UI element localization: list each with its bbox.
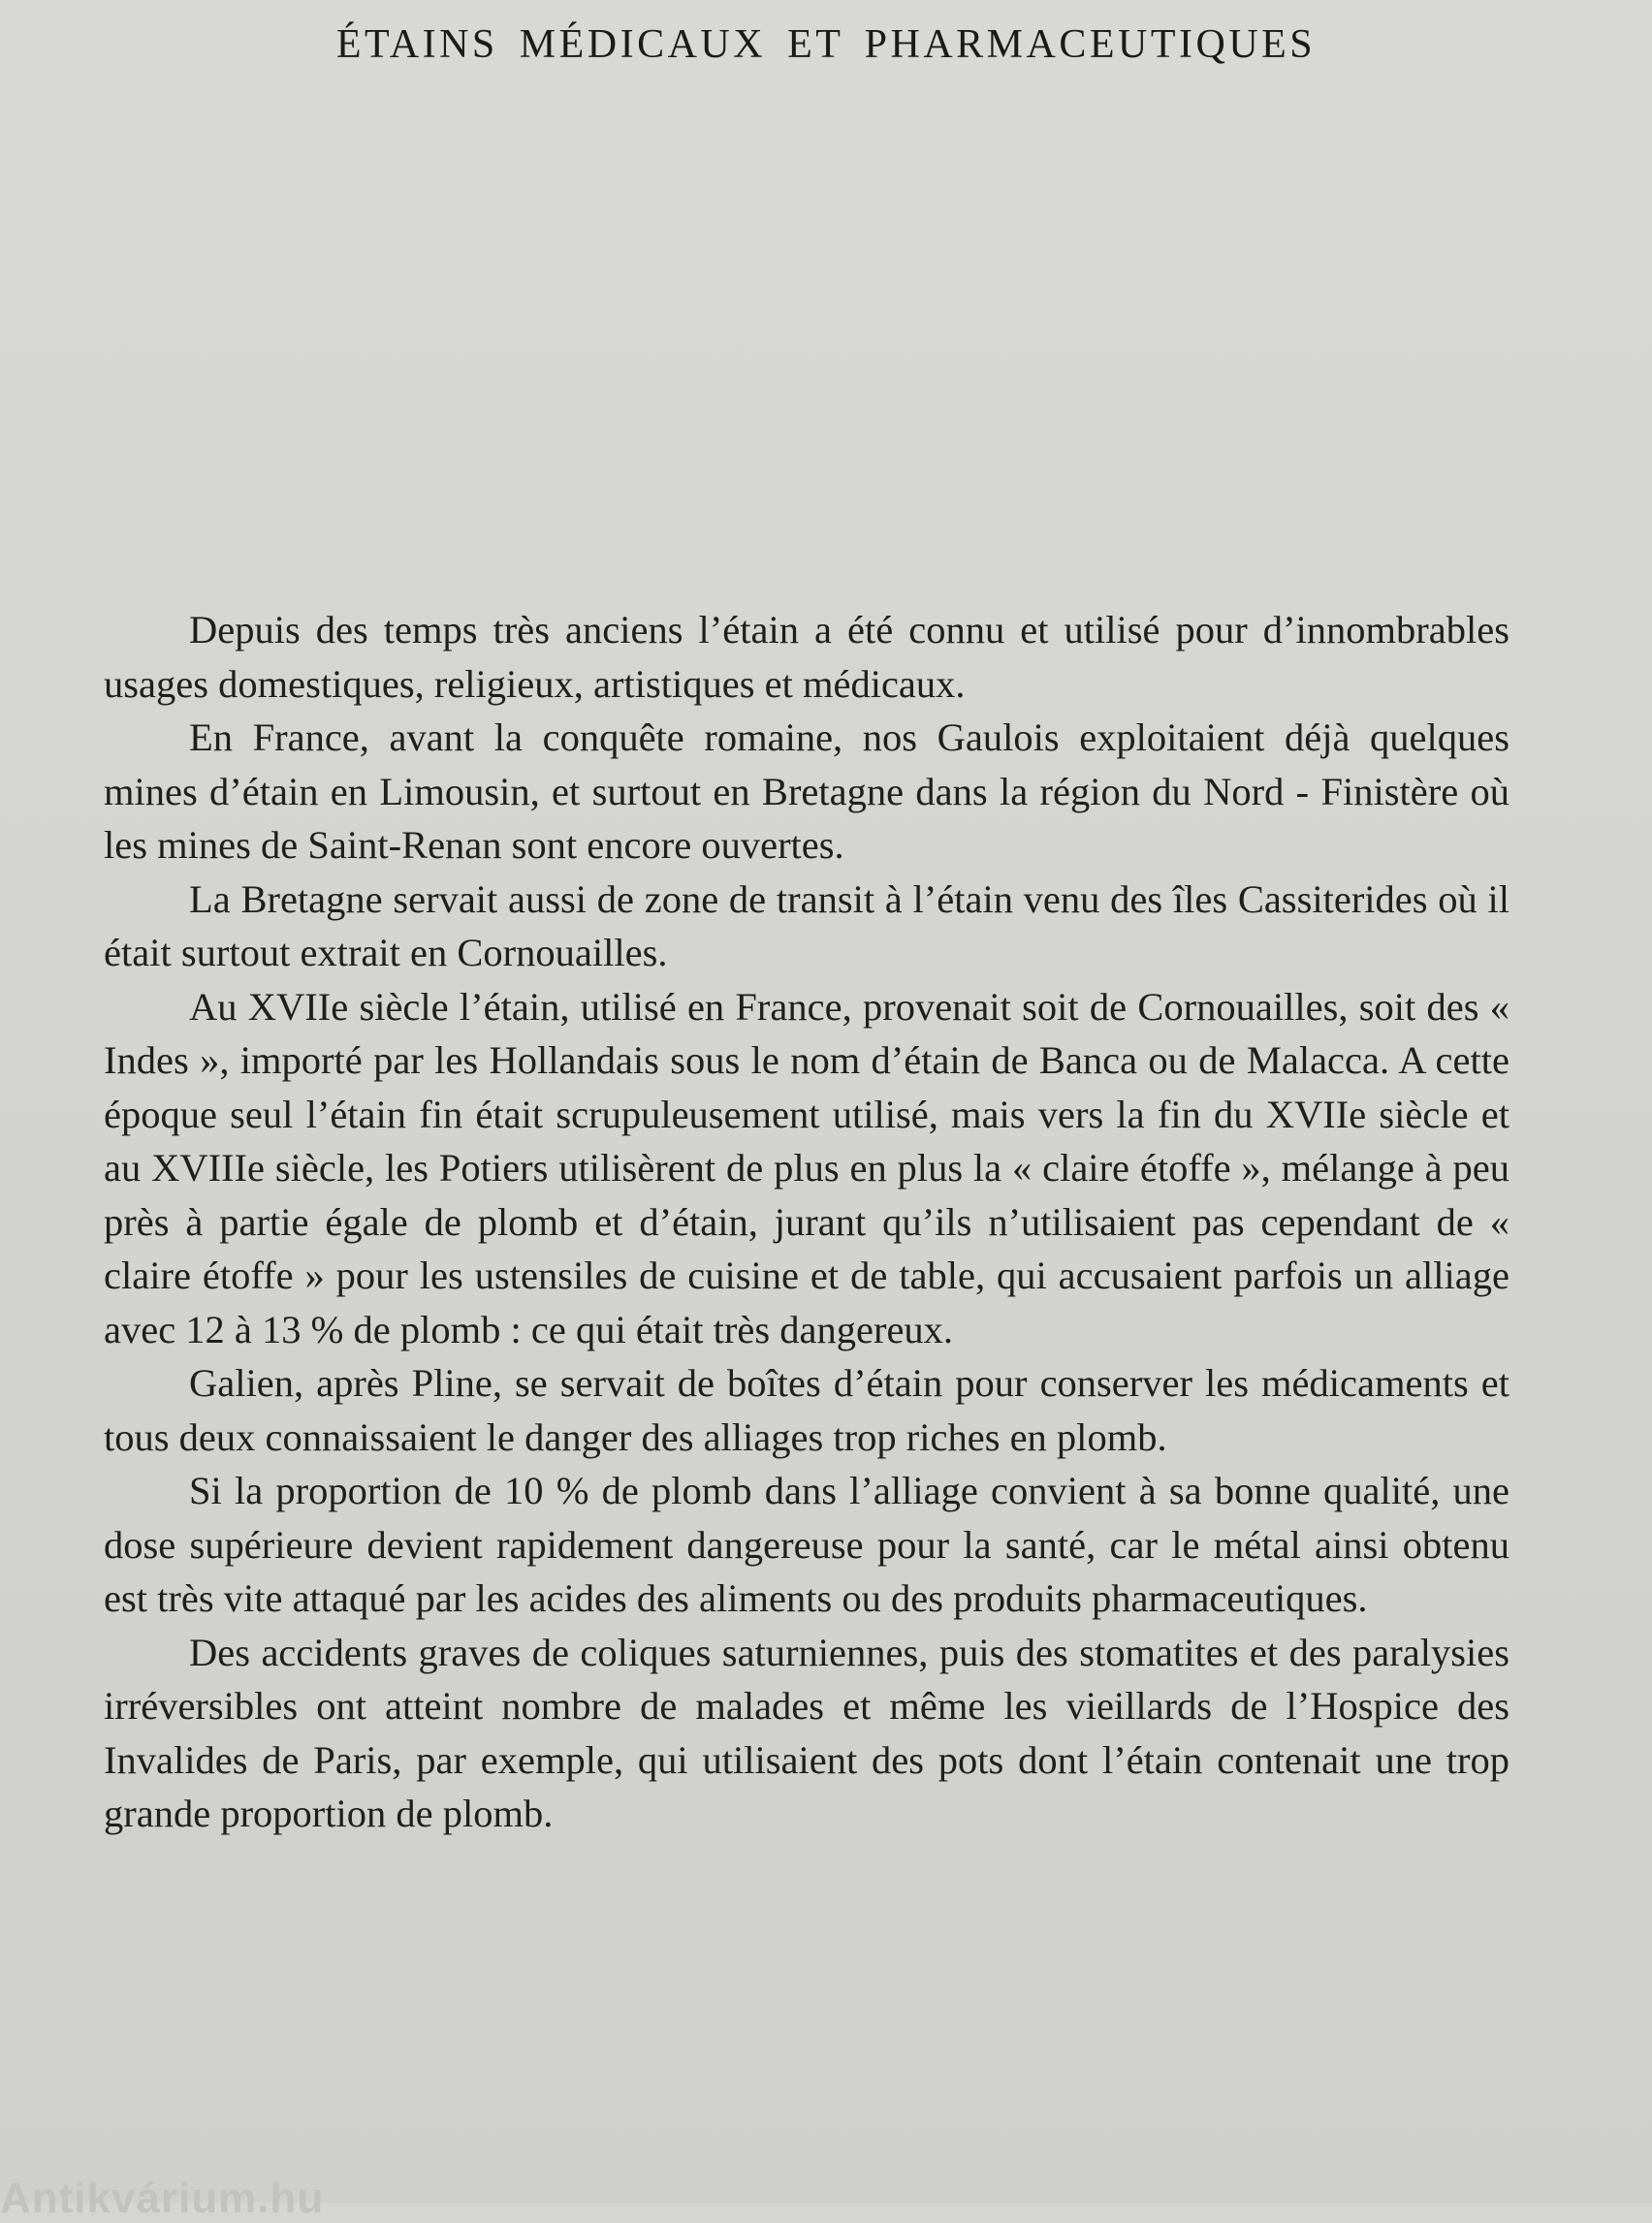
watermark: Antikvárium.hu	[0, 2175, 325, 2222]
body-text	[104, 603, 1509, 1841]
paragraph-1: Depuis des temps très anciens l’étain a été connu et utilisé pour d’innombrables usages domestiques, religieux, artistiques et médicaux.	[104, 608, 1509, 706]
running-title: ÉTAINS MÉDICAUX ET PHARMACEUTIQUES	[335, 22, 1317, 67]
paragraph-3: La Bretagne servait aussi de zone de transit à l’étain venu des îles Cassiterides où il était surtout extrait en Cornouailles.	[104, 876, 1509, 974]
paragraph-5: Galien, après Pline, se servait de boîtes d’étain pour conserver les médicaments et tous deux connaissaient le danger des alliages trop riches en plomb.	[104, 1361, 1509, 1459]
paragraph-7: Des accidents graves de coliques saturniennes, puis des stomatites et des paralysies irréversibles ont atteint nombre de malades et même les vieillards de l’Hospice des Invalides de Paris, par exemple, qui utilisaient des pots dont l’étain contenait une trop grande proportion de plomb.	[104, 1630, 1509, 1835]
paragraph-4: Au XVIIe siècle l’étain, utilisé en France, provenait soit de Cornouailles, soit des « Indes », importé par les Hollandais sous le nom d’étain de Banca ou de Malacca. A cette époque seul l’étain fin était scrupuleusement utilisé, mais vers la fin du XVIIe siècle et au XVIIIe siècle, les Potiers utilisèrent de plus en plus la « claire étoffe », mélange à peu près à partie égale de plomb et d’étain, jurant qu’ils n’utilisaient pas cependant de « claire étoffe » pour les ustensiles de cuisine et de table, qui accusaient parfois un alliage avec 12 à 13 % de plomb : ce qui était très dangereux.	[104, 984, 1509, 1351]
paragraph-6: Si la proportion de 10 % de plomb dans l’alliage convient à sa bonne qualité, une dose supérieure devient rapidement dangereuse pour la santé, car le métal ainsi obtenu est très vite attaqué par les acides des aliments ou des produits pharmaceutiques.	[104, 1469, 1509, 1620]
paragraph-2: En France, avant la conquête romaine, nos Gaulois exploitaient déjà quelques mines d’étain en Limousin, et surtout en Bretagne dans la région du Nord - Finistère où les mines de Saint-Renan sont encore ouvertes.	[104, 715, 1509, 867]
